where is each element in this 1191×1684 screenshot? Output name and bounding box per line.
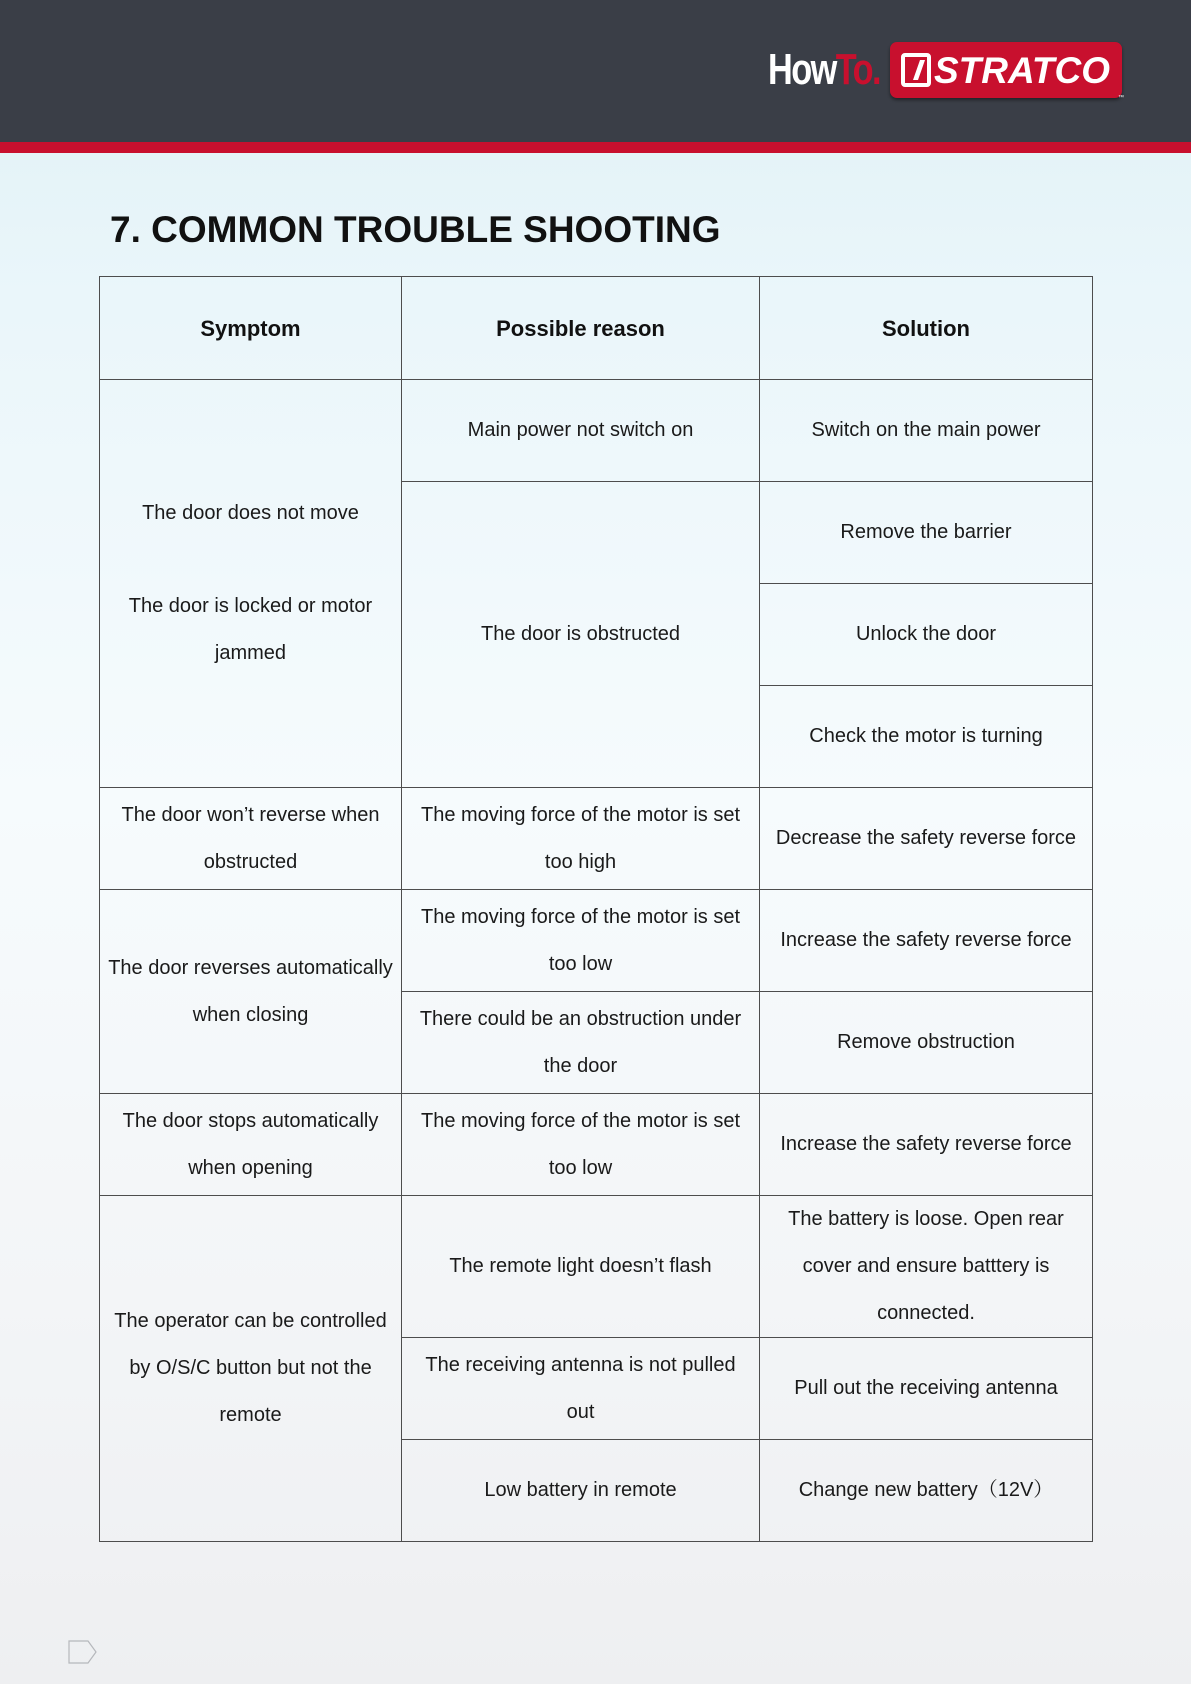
reason-cell: Main power not switch on [402,380,760,482]
solution-cell: Check the motor is turning [760,686,1093,788]
troubleshooting-table [99,276,1093,1542]
howto-logo [768,40,880,100]
solution-cell: Pull out the receiving antenna [760,1338,1093,1440]
header-possible-reason: Possible reason [402,277,760,380]
reason-cell: There could be an obstruction under the door [402,992,760,1094]
logo-brand-text: STRATCO [934,50,1111,91]
reason-cell: The door is obstructed [402,482,760,788]
solution-cell: Switch on the main power [760,380,1093,482]
logo-to-text: To. [835,45,881,94]
table-row [100,890,1093,992]
solution-cell: Change new battery（12V） [760,1440,1093,1542]
header-solution: Solution [760,277,1093,380]
symptom-cell: The door stops automatically when opening [100,1094,402,1196]
reason-cell: The moving force of the motor is set too high [402,788,760,890]
table-row [100,1196,1093,1338]
symptom-cell: The door won’t reverse when obstructed [100,788,402,890]
solution-cell: The battery is loose. Open rear cover and ensure batttery is connected. [760,1196,1093,1338]
page-tab-icon [68,1640,98,1664]
reason-cell: The moving force of the motor is set too low [402,1094,760,1196]
header-symptom: Symptom [100,277,402,380]
logo-how-text: How [768,45,836,94]
stratco-logo [890,42,1122,98]
table-row [100,1094,1093,1196]
reason-cell: Low battery in remote [402,1440,760,1542]
page-title: 7. COMMON TROUBLE SHOOTING [110,209,721,250]
solution-cell: Decrease the safety reverse force [760,788,1093,890]
symptom-cell: The operator can be controlled by O/S/C button but not the remote [100,1196,402,1542]
symptom-text: The door does not move [142,502,359,524]
symptom-text: The door is locked or motor jammed [128,595,373,664]
solution-cell: Remove the barrier [760,482,1093,584]
table-row [100,788,1093,890]
solution-cell: Unlock the door [760,584,1093,686]
reason-cell: The remote light doesn’t flash [402,1196,760,1338]
solution-cell: Increase the safety reverse force [760,1094,1093,1196]
stratco-logo-mark [890,42,1122,98]
header-accent-stripe [0,142,1191,153]
symptom-cell [100,380,402,788]
reason-cell: The receiving antenna is not pulled out [402,1338,760,1440]
table-header-row [100,277,1093,380]
solution-cell: Increase the safety reverse force [760,890,1093,992]
table-row [100,380,1093,482]
symptom-cell: The door reverses automatically when closing [100,890,402,1094]
trademark-mark: ™ [1118,95,1124,101]
reason-cell: The moving force of the motor is set too low [402,890,760,992]
solution-cell: Remove obstruction [760,992,1093,1094]
